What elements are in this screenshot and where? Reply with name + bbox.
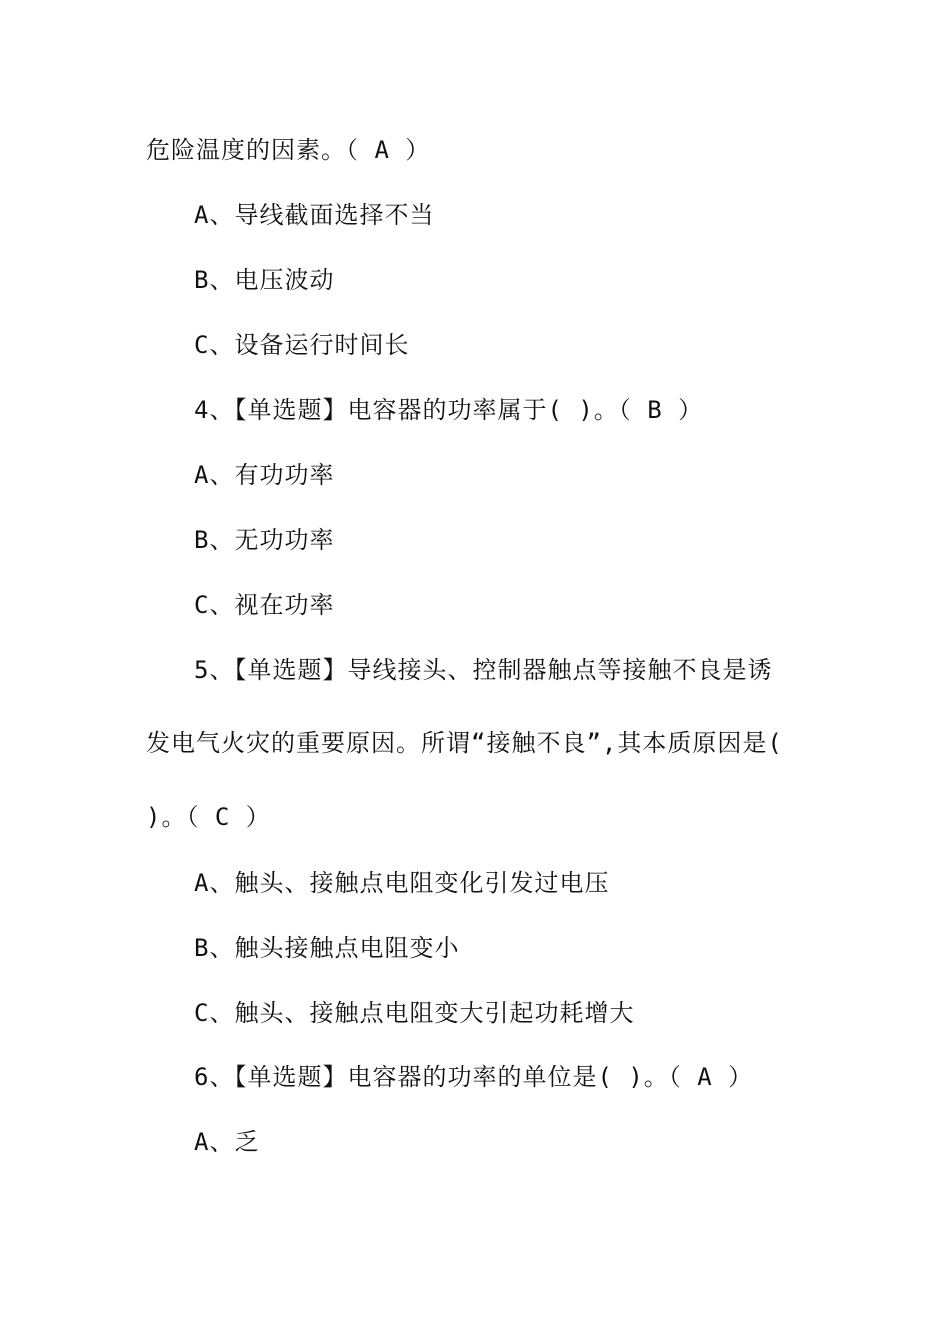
option-c: C、设备运行时间长 <box>194 331 410 359</box>
option-a: A、有功功率 <box>194 461 335 489</box>
question-6: 6、【单选题】电容器的功率的单位是( )。（ A ） <box>194 1063 754 1091</box>
question-5-line-3: )。（ C ） <box>146 803 271 831</box>
option-c: C、视在功率 <box>194 591 335 619</box>
option-b: B、触头接触点电阻变小 <box>194 934 460 962</box>
question-continuation: 危险温度的因素。（ A ） <box>146 136 431 164</box>
question-5-line-1: 5、【单选题】导线接头、控制器触点等接触不良是诱 <box>194 656 773 684</box>
option-a: A、乏 <box>194 1128 260 1156</box>
option-c: C、触头、接触点电阻变大引起功耗增大 <box>194 999 635 1027</box>
option-a: A、导线截面选择不当 <box>194 201 435 229</box>
option-a: A、触头、接触点电阻变化引发过电压 <box>194 869 610 897</box>
question-4: 4、【单选题】电容器的功率属于( )。（ B ） <box>194 396 704 424</box>
option-b: B、电压波动 <box>194 266 335 294</box>
question-5-line-2: 发电气火灾的重要原因。所谓“接触不良”,其本质原因是( <box>146 729 783 757</box>
option-b: B、无功功率 <box>194 526 335 554</box>
